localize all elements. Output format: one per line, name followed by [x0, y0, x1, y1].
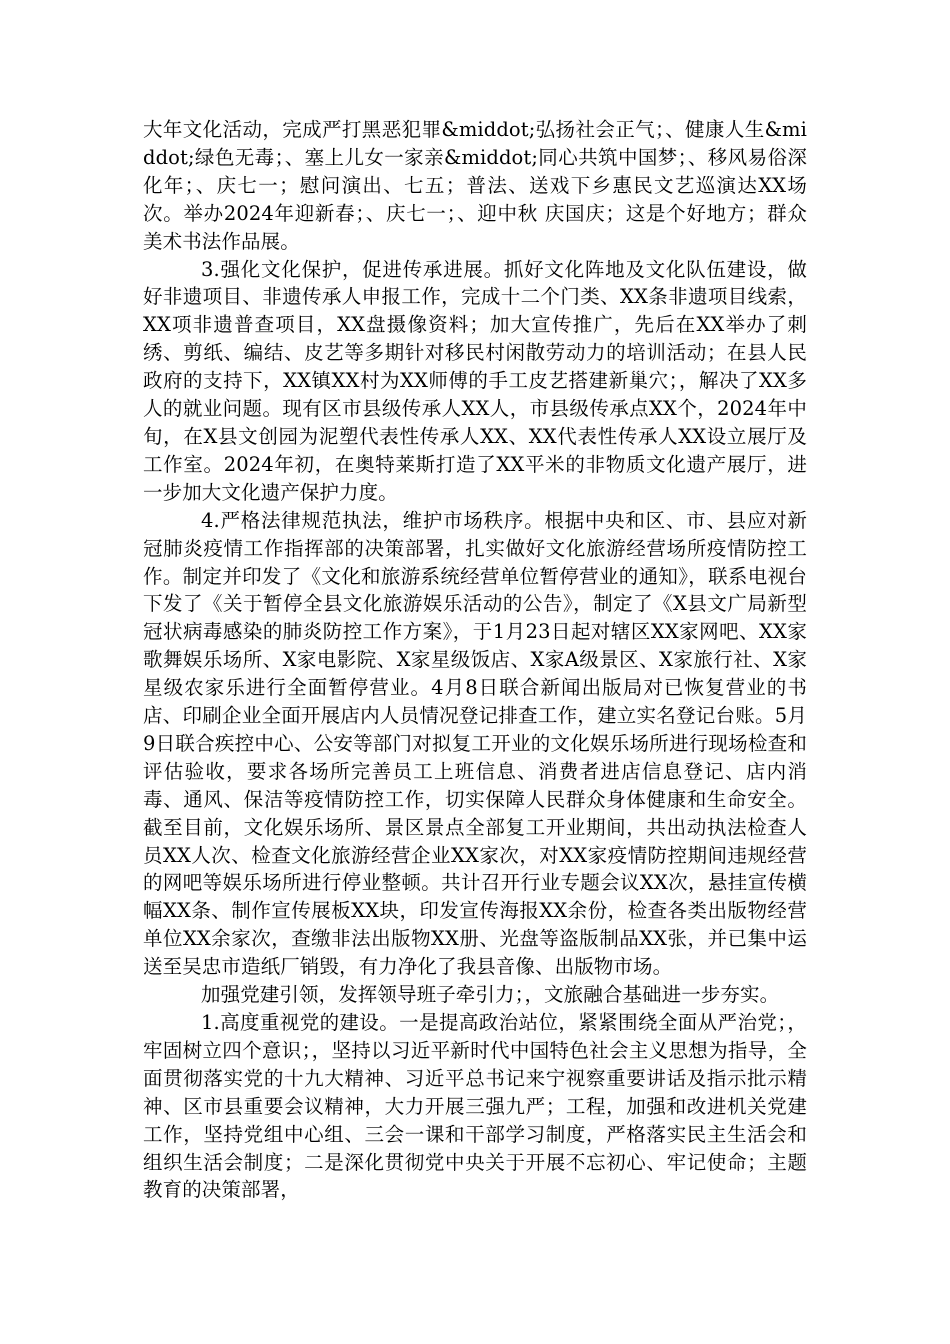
paragraph-cultural-activities: 大年文化活动，完成严打黑恶犯罪&middot;弘扬社会正气；、健康人生&middot;绿色无毒；、塞上儿女一家亲&middot;同心共筑中国梦；、移风易俗深化年；、庆七一；慰问演出、七五；普法、送戏下乡惠民文艺巡演达XX场次。举办2024年迎新春；、庆七一；、迎中秋 庆国庆；这是个好地方；群众美术书法作品展。 — [143, 118, 807, 253]
paragraph-party-building-heading: 加强党建引领，发挥领导班子牵引力；，文旅融合基础进一步夯实。 — [201, 983, 780, 1007]
document-body — [143, 116, 807, 1204]
paragraph-cultural-protection: 3.强化文化保护，促进传承进展。抓好文化阵地及文化队伍建设，做好非遗项目、非遗传承人申报工作，完成十二个门类、XX条非遗项目线索，XX项非遗普查项目，XX盘摄像资料；加大宣传推广，先后在XX举办了刺绣、剪纸、编结、皮艺等多期针对移民村闲散劳动力的培训活动；在县人民政府的支持下，XX镇XX村为XX师傅的手工皮艺搭建新巢穴；，解决了XX多人的就业问题。现有区市县级传承人XX人，市县级传承点XX个，2024年中旬，在X县文创园为泥塑代表性传承人XX、XX代表性传承人XX设立展厅及工作室。2024年初，在奥特莱斯打造了XX平米的非物质文化遗产展厅，进一步加大文化遗产保护力度。 — [143, 257, 807, 504]
paragraph-law-enforcement: 4.严格法律规范执法，维护市场秩序。根据中央和区、市、县应对新冠肺炎疫情工作指挥部的决策部署，扎实做好文化旅游经营场所疫情防控工作。制定并印发了《文化和旅游系统经营单位暂停营业的通知》，联系电视台下发了《关于暂停全县文化旅游娱乐活动的公告》，制定了《X县文广局新型冠状病毒感染的肺炎防控工作方案》，于1月23日起对辖区XX家网吧、XX家歌舞娱乐场所、X家电影院、X家星级饭店、X家A级景区、X家旅行社、X家星级农家乐进行全面暂停营业。4月8日联合新闻出版局对已恢复营业的书店、印刷企业全面开展店内人员情况登记排查工作，建立实名登记台账。5月9日联合疾控中心、公安等部门对拟复工开业的文化娱乐场所进行现场检查和评估验收，要求各场所完善员工上班信息、消费者进店信息登记、店内消毒、通风、保洁等疫情防控工作，切实保障人民群众身体健康和生命安全。截至目前，文化娱乐场所、景区景点全部复工开业期间，共出动执法检查人员XX人次、检查文化旅游经营企业XX家次，对XX家疫情防控期间违规经营的网吧等娱乐场所进行停业整顿。共计召开行业专题会议XX次，悬挂宣传横幅XX条、制作宣传展板XX块，印发宣传海报XX余份，检查各类出版物经营单位XX余家次，查缴非法出版物XX册、光盘等盗版制品XX张，并已集中运送至吴忠市造纸厂销毁，有力净化了我县音像、出版物市场。 — [143, 508, 807, 979]
paragraph-party-building-detail: 1.高度重视党的建设。一是提高政治站位，紧紧围绕全面从严治党；，牢固树立四个意识；，坚持以习近平新时代中国特色社会主义思想为指导，全面贯彻落实党的十九大精神、习近平总书记来宁视察重要讲话及指示批示精神、区市县重要会议精神，大力开展三强九严；工程，加强和改进机关党建工作，坚持党组中心组、三会一课和干部学习制度，严格落实民主生活会和组织生活会制度；二是深化贯彻党中央关于开展不忘初心、牢记使命；主题教育的决策部署， — [143, 1011, 807, 1202]
